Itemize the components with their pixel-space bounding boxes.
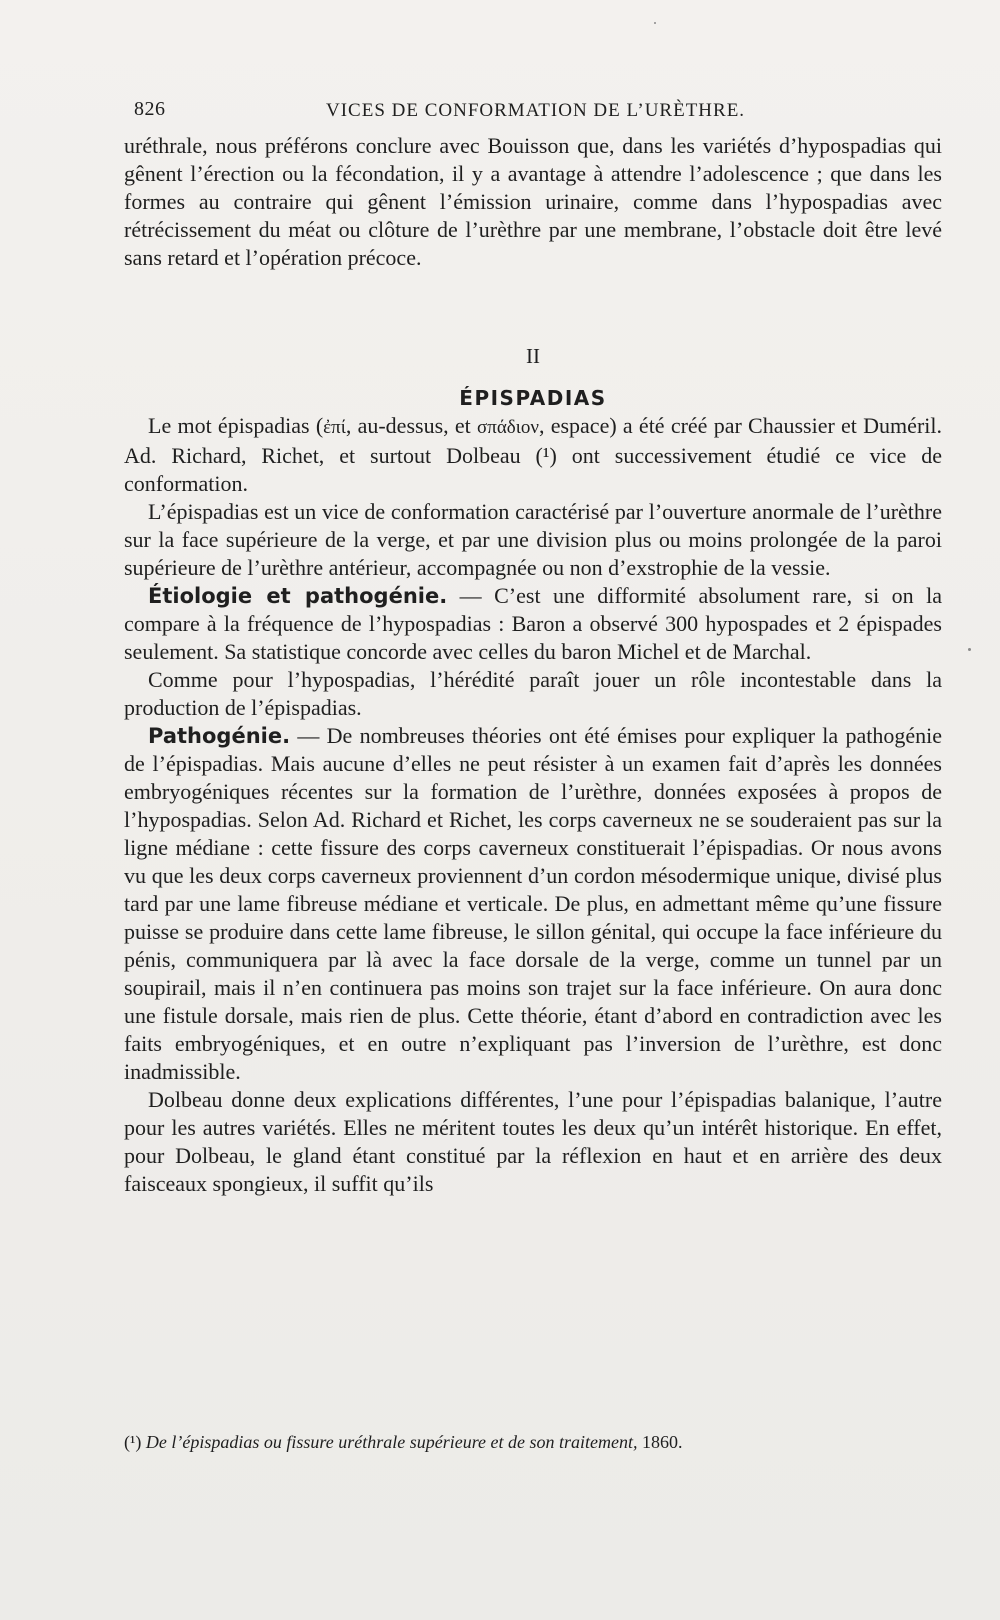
etymology-text-end: , espace) a été créé par Chaussier et Duméril. Ad. Richard, Richet, et surtout Dolbeau (¹) ont successivement étudié ce vice de conformation. — [124, 413, 942, 496]
greek-word-epi: ἐπί — [323, 417, 346, 438]
greek-word-spadion: σπάδιον — [477, 417, 539, 438]
paper-speck — [654, 22, 656, 24]
paragraph-heredity: Comme pour l’hypospadias, l’hérédité paraît jouer un rôle incontestable dans la production de l’épispadias. — [124, 667, 942, 720]
paragraph-definition: L’épispadias est un vice de conformation caractérisé par l’ouverture anormale de l’urèthre sur la face supérieure de la verge, et par une division plus ou moins prolongée de la paroi supérieure de l’urèthre antérieur, accompagnée ou non d’exstrophie de la vessie. — [124, 499, 942, 580]
pathogeny-text: — De nombreuses théories ont été émises pour expliquer la pathogénie de l’épispadias. Mais aucune d’elles ne peut résister à un examen fait d’après les données embryogéniques récentes sur la formation de l’urèthre, données exposées à propos de l’hypospadias. Selon Ad. Richard et Richet, les corps caverneux ne se souderaient pas sur la ligne médiane : cette fissure des corps caverneux constituerait l’épispadias. Or nous avons vu que les deux corps caverneux proviennent d’un cordon mésodermique unique, divisé plus tard par une lame fibreuse médiane et verticale. De plus, en admettant même qu’une fissure puisse se produire dans cette lame fibreuse, le sillon génital, qui occupe la face inférieure du pénis, communiquera par là avec la face dorsale de la verge, comme un tunnel par un soupirail, mais il n’en continuera pas moins son trajet sur la face inférieure. On aura donc une fistule dorsale, mais rien de plus. Cette théorie, étant d’abord en contradiction avec les faits embryogéniques, et en outre n’expliquant pas l’inversion de l’urèthre, est donc inadmissible. — [124, 723, 942, 1084]
paragraph-etiology — [124, 582, 942, 666]
section-number: II — [526, 344, 540, 368]
etiology-text: — C’est une difformité absolument rare, si on la compare à la fréquence de l’hypospadias : Baron a observé 300 hypospades et 2 épispades seulement. Sa statistique concorde avec celles du baron Michel et de Marchal. — [124, 583, 942, 664]
page-header — [134, 96, 934, 126]
etymology-text-middle: , au-dessus, et — [345, 413, 478, 438]
footnote-text: De l’épispadias ou fissure uréthrale supérieure et de son traitement, — [145, 1432, 638, 1452]
etymology-text-start: Le mot épispadias ( — [148, 413, 324, 438]
body-text — [124, 132, 942, 1198]
intro-paragraph: uréthrale, nous préférons conclure avec Bouisson que, dans les variétés d’hypospadias qui gênent l’érection ou la fécondation, il y a avantage à attendre l’adolescence ; que dans les formes au contraire qui gênent l’émission urinaire, comme dans l’hypospadias avec rétrécissement du méat ou clôture de l’urèthre par une membrane, l’obstacle doit être levé sans retard et l’opération précoce. — [124, 133, 942, 270]
section-title: ÉPISPADIAS — [459, 386, 607, 410]
paragraph-dolbeau: Dolbeau donne deux explications différentes, l’une pour l’épispadias balanique, l’autre pour les autres variétés. Elles ne méritent toutes les deux qu’un intérêt historique. En effet, pour Dolbeau, le gland étant constitué par la réflexion en haut et en arrière des deux faisceaux spongieux, il suffit qu’ils — [124, 1087, 942, 1196]
running-title: VICES DE CONFORMATION DE L’URÈTHRE. — [326, 100, 746, 121]
etiology-heading: Étiologie et pathogénie. — [148, 584, 448, 608]
pathogeny-heading: Pathogénie. — [148, 724, 291, 748]
paragraph-pathogeny — [124, 722, 942, 1086]
footnote — [124, 1430, 942, 1454]
paragraph-etymology — [124, 412, 942, 498]
page-number: 826 — [134, 98, 166, 120]
footnote-marker: (¹) — [124, 1432, 142, 1452]
footnote-year: 1860. — [642, 1432, 683, 1452]
paper-speck — [968, 648, 971, 651]
